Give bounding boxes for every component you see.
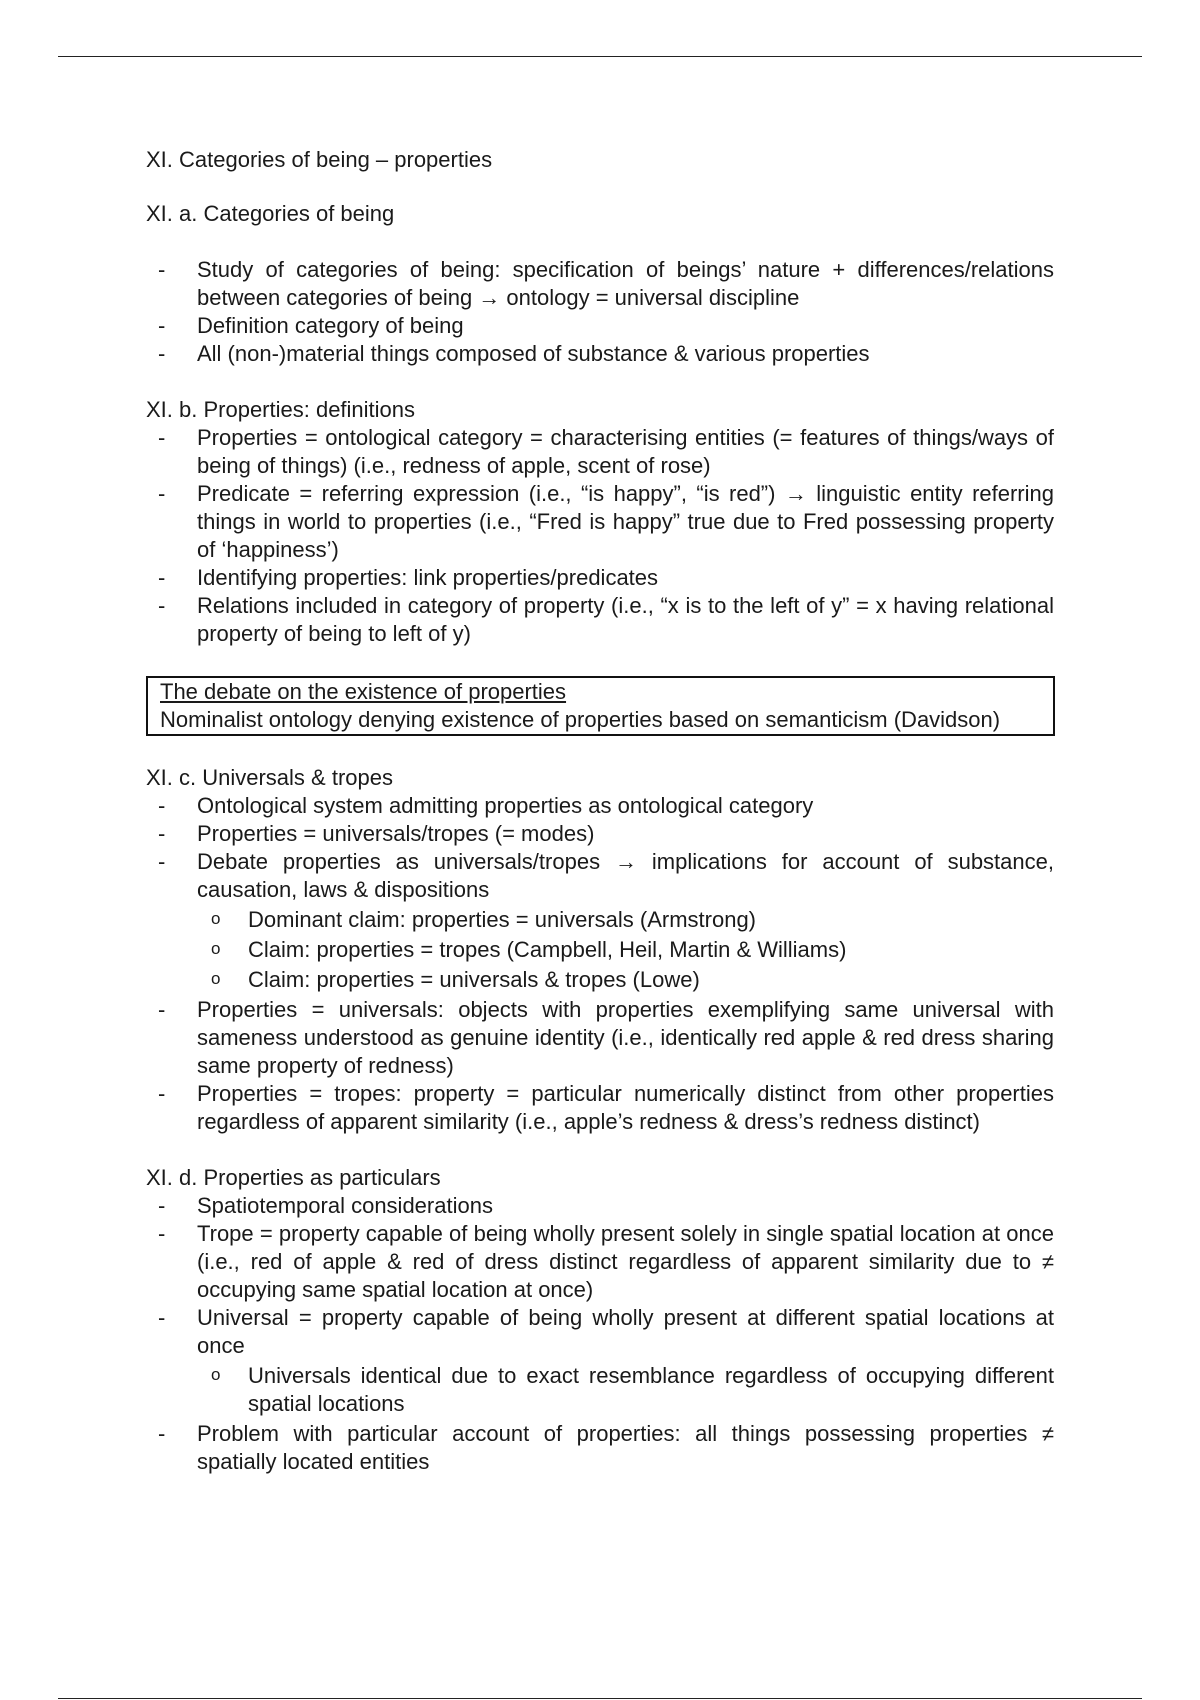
sub-list-item: o Universals identical due to exact resemblance regardless of occupying different spatial locations <box>197 1362 1054 1418</box>
sub-list-item: o Dominant claim: properties = universals (Armstrong) <box>197 906 1054 934</box>
bullet-list-b <box>146 424 1054 648</box>
list-item: - Ontological system admitting properties as ontological category <box>146 792 1054 820</box>
list-item <box>146 848 1054 904</box>
list-item: - All (non-)material things composed of substance & various properties <box>146 340 1054 368</box>
sub-list-item: o Claim: properties = tropes (Campbell, Heil, Martin & Williams) <box>197 936 1054 964</box>
section-heading-a: XI. a. Categories of being <box>146 201 395 226</box>
list-item: - Study of categories of being: specification of beings’ nature + differences/relations between categories of being → ontology = universal discipline <box>146 256 1054 312</box>
bullet-list-d2 <box>146 1420 1054 1476</box>
box-title: The debate on the existence of properties <box>160 679 567 704</box>
bullet-list-d <box>146 1192 1054 1360</box>
list-item: - Problem with particular account of properties: all things possessing properties ≠ spatially located entities <box>146 1420 1054 1476</box>
bottom-rule <box>58 1698 1142 1699</box>
page-title: XI. Categories of being – properties <box>146 147 493 172</box>
bullet-list-c <box>146 792 1054 904</box>
sub-list-d <box>197 1362 1054 1418</box>
list-item: - Identifying properties: link properties/predicates <box>146 564 1054 592</box>
list-item-text: Debate properties as universals/tropes → implications for account of substance, causation, laws & dispositions <box>197 849 1054 902</box>
list-item: - Properties = universals/tropes (= modes) <box>146 820 1054 848</box>
top-rule <box>58 56 1142 57</box>
list-item: - Properties = tropes: property = particular numerically distinct from other properties regardless of apparent similarity (i.e., apple’s redness & dress’s redness distinct) <box>146 1080 1054 1136</box>
list-item: - Definition category of being <box>146 312 1054 340</box>
section-heading-c: XI. c. Universals & tropes <box>146 765 393 790</box>
sub-list-c <box>197 906 1054 994</box>
box-text: Nominalist ontology denying existence of properties based on semanticism (Davidson) <box>160 707 1001 732</box>
list-item: - Relations included in category of property (i.e., “x is to the left of y” = x having relational property of being to left of y) <box>146 592 1054 648</box>
list-item: - Properties = universals: objects with properties exemplifying same universal with sameness understood as genuine identity (i.e., identically red apple & red dress sharing same property of redness) <box>146 996 1054 1080</box>
document-body <box>146 146 1054 1476</box>
list-item: - Trope = property capable of being wholly present solely in single spatial location at once (i.e., red of apple & red of dress distinct regardless of apparent similarity due to ≠ occupying same spatial location at once) <box>146 1220 1054 1304</box>
list-item: - Predicate = referring expression (i.e., “is happy”, “is red”) → linguistic entity referring things in world to properties (i.e., “Fred is happy” true due to Fred possessing property of ‘happiness’) <box>146 480 1054 564</box>
list-item: - Properties = ontological category = characterising entities (= features of things/ways of being of things) (i.e., redness of apple, scent of rose) <box>146 424 1054 480</box>
list-item: - Spatiotemporal considerations <box>146 1192 1054 1220</box>
bullet-list-c2 <box>146 996 1054 1136</box>
debate-box <box>146 676 1055 736</box>
sub-list-item: o Claim: properties = universals & tropes (Lowe) <box>197 966 1054 994</box>
list-item: - Universal = property capable of being wholly present at different spatial locations at once <box>146 1304 1054 1360</box>
section-heading-d: XI. d. Properties as particulars <box>146 1165 441 1190</box>
bullet-list-a <box>146 256 1054 368</box>
section-heading-b: XI. b. Properties: definitions <box>146 397 416 422</box>
